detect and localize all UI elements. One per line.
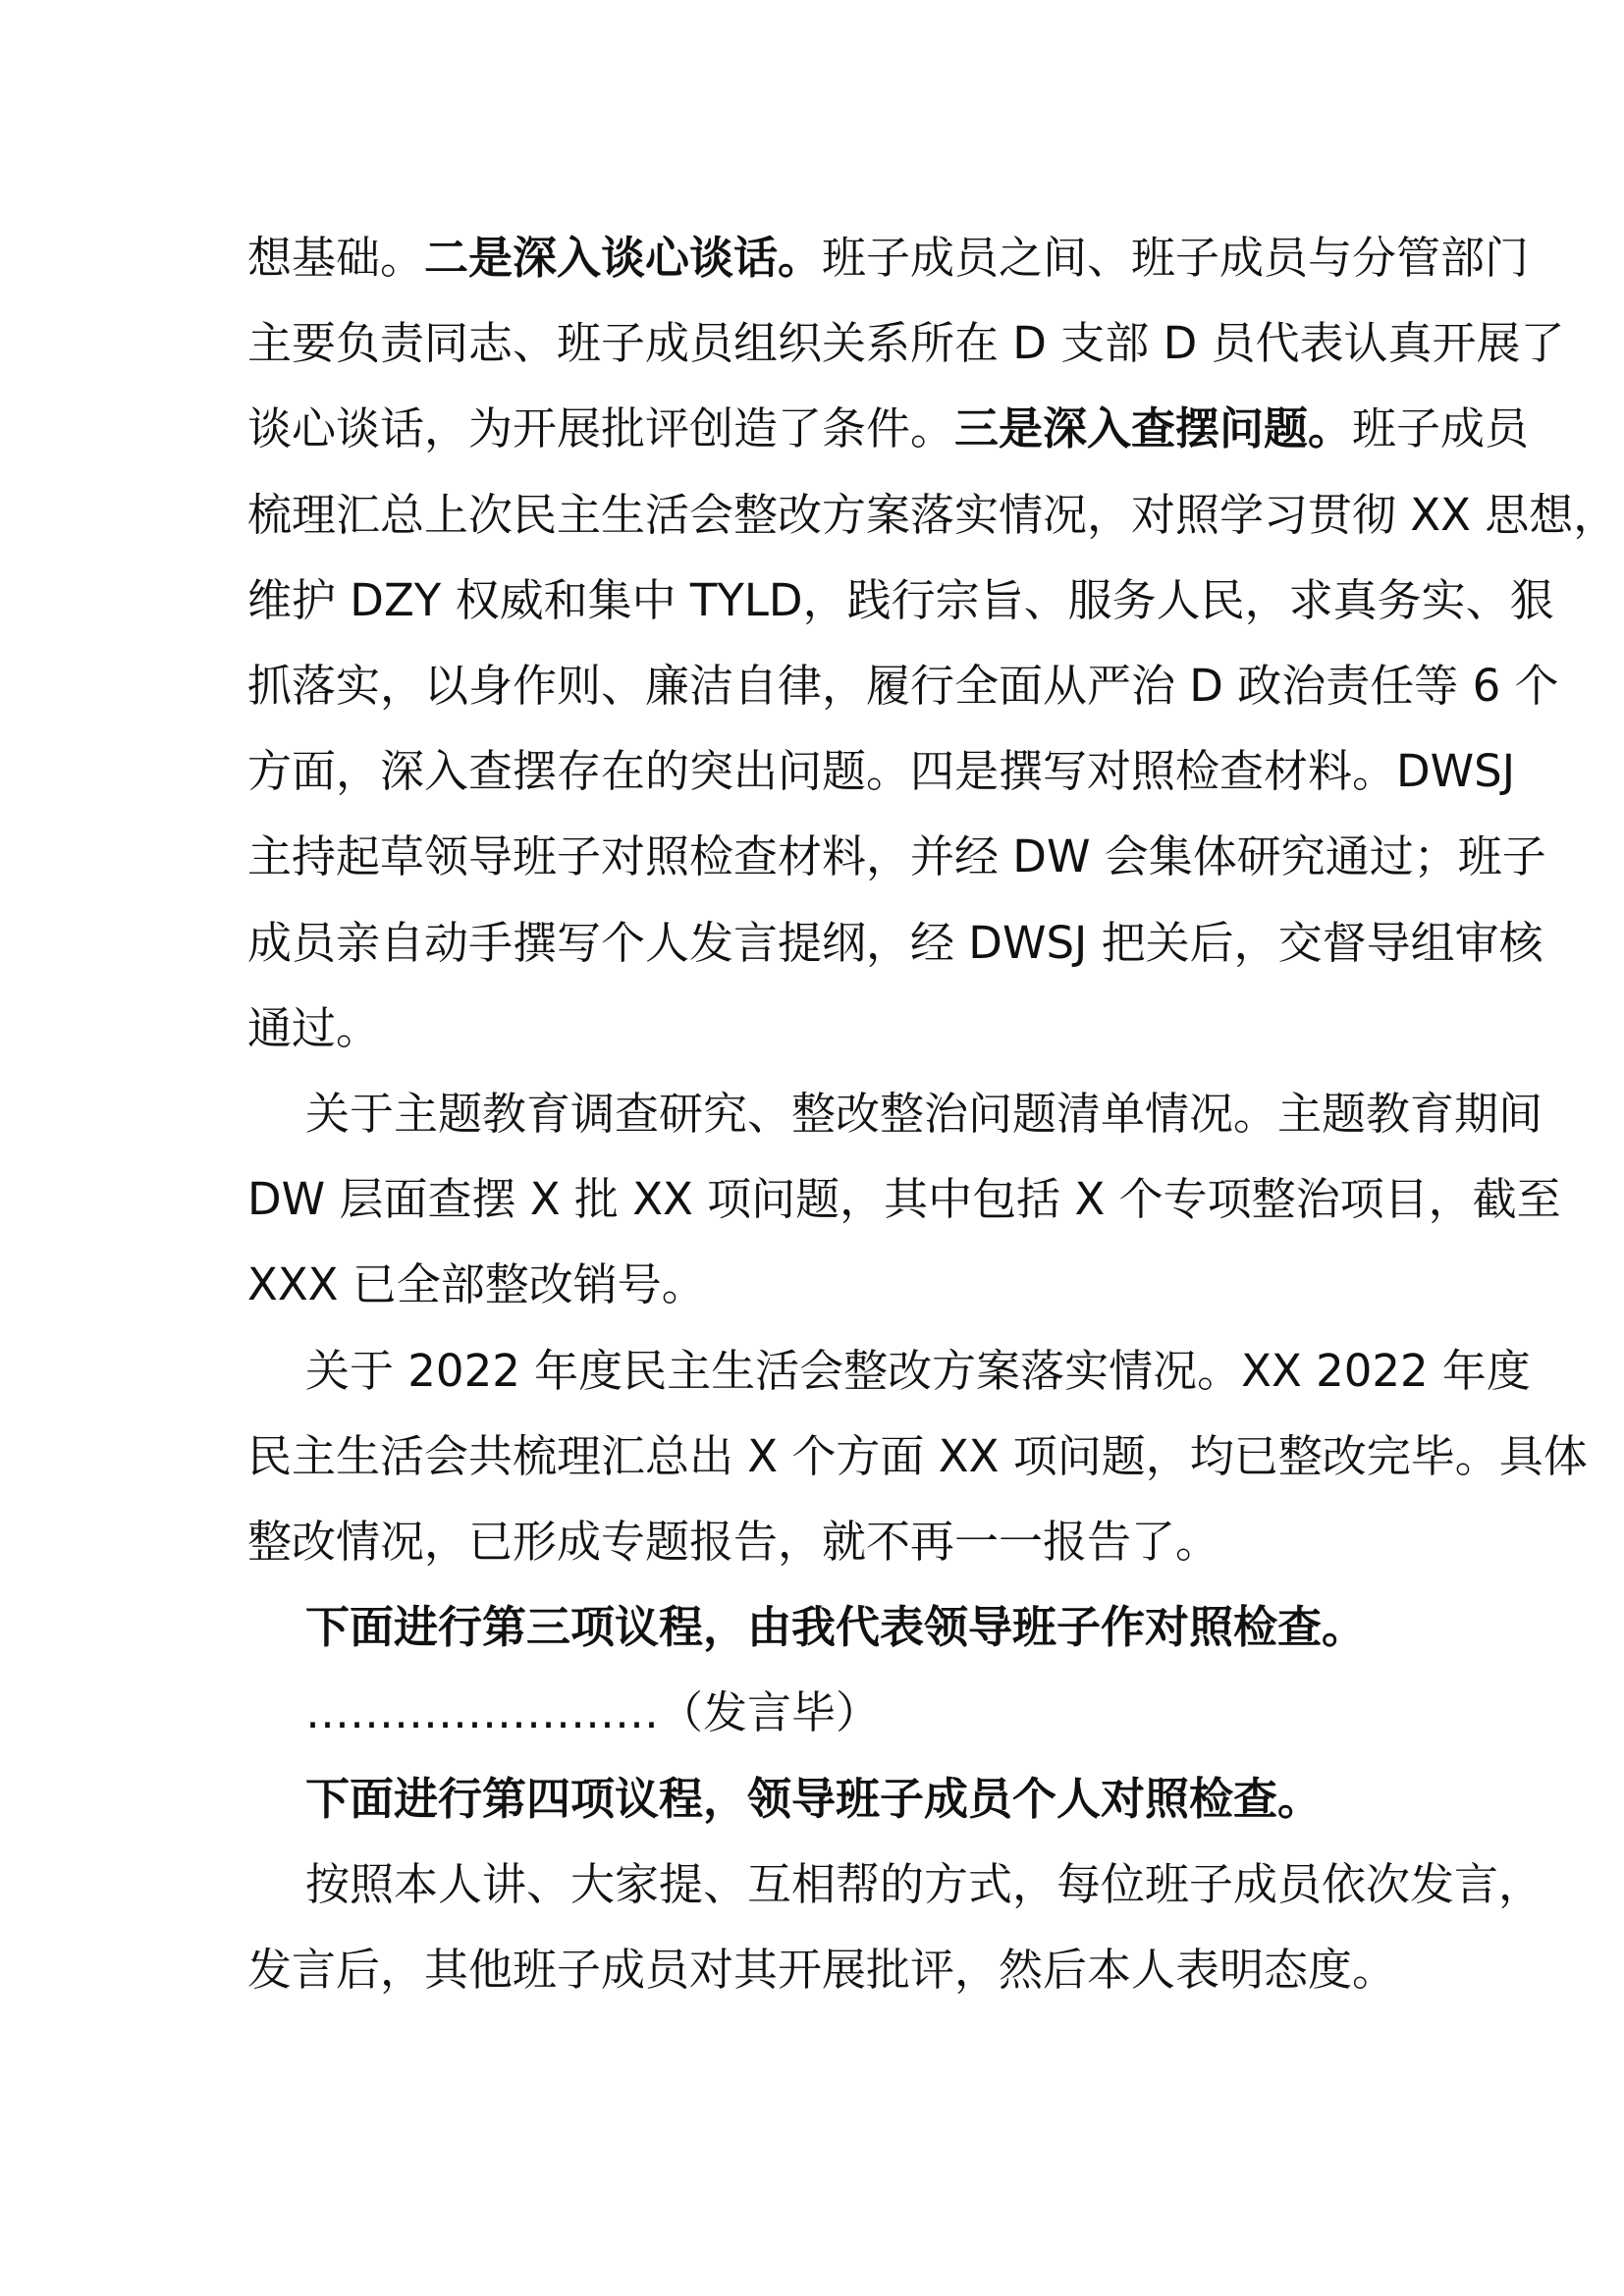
text-line — [247, 486, 1618, 545]
bold-text-segment: 下面进行第三项议程，由我代表领导班子作对照检查。 — [305, 1601, 1367, 1654]
text-segment: 民主生活会共梳理汇总出 X 个方面 XX 项问题，均已整改完毕。具体 — [247, 1429, 1588, 1482]
text-line — [247, 742, 1515, 801]
text-segment: 班子成员 — [1352, 402, 1530, 455]
text-segment: 主持起草领导班子对照检查材料，并经 DW 会集体研究通过；班子 — [247, 830, 1546, 883]
text-segment: 班子成员之间、班子成员与分管部门 — [822, 232, 1530, 284]
text-segment: 关于主题教育调查研究、整改整治问题清单情况。主题教育期间 — [305, 1088, 1543, 1140]
text-segment: XXX 已全部整改销号。 — [247, 1258, 706, 1311]
text-segment: DW 层面查摆 X 批 XX 项问题，其中包括 X 个专项整治项目，截至 — [247, 1173, 1561, 1226]
text-segment: 抓落实，以身作则、廉洁自律，履行全面从严治 D 政治责任等 6 个 — [247, 660, 1559, 712]
text-segment: 整改情况，已形成专题报告，就不再一一报告了。 — [247, 1516, 1220, 1568]
text-segment: 谈心谈话，为开展批评创造了条件。 — [247, 402, 955, 455]
bold-text-segment: 二是深入谈心谈话。 — [424, 232, 823, 284]
text-line — [247, 1513, 1394, 1572]
text-line — [247, 571, 1554, 630]
text-line — [305, 1342, 1531, 1401]
text-line — [305, 1770, 1394, 1829]
bold-text-segment: 三是深入查摆问题。 — [954, 402, 1353, 455]
text-line — [247, 1941, 1397, 2000]
text-segment: 梳理汇总上次民主生活会整改方案落实情况，对照学习贯彻 XX 思想， — [247, 488, 1618, 541]
text-line — [247, 400, 1530, 458]
text-segment: 想基础。 — [247, 232, 425, 284]
text-segment: 发言后，其他班子成员对其开展批评，然后本人表明态度。 — [247, 1944, 1397, 1996]
text-segment: 方面，深入查摆存在的突出问题。四是撰写对照检查材料。DWSJ — [247, 745, 1515, 798]
text-line — [247, 314, 1565, 373]
text-line — [305, 1085, 1543, 1144]
text-line — [305, 1683, 1394, 1742]
text-segment: 维护 DZY 权威和集中 TYLD，践行宗旨、服务人民，求真务实、狠 — [247, 573, 1554, 626]
text-segment: 关于 2022 年度民主生活会整改方案落实情况。XX 2022 年度 — [305, 1344, 1531, 1397]
text-segment: ……………………（发言毕） — [305, 1686, 881, 1739]
text-line — [247, 1255, 1394, 1314]
text-segment: 主要负责同志、班子成员组织关系所在 D 支部 D 员代表认真开展了 — [247, 317, 1565, 370]
bold-text-segment: 下面进行第四项议程，领导班子成员个人对照检查。 — [305, 1772, 1323, 1825]
text-line — [247, 657, 1559, 716]
text-line — [247, 828, 1546, 886]
text-line — [305, 1598, 1394, 1657]
text-line — [247, 914, 1543, 973]
text-line — [247, 999, 1394, 1058]
text-segment: 通过。 — [247, 1001, 381, 1054]
text-segment: 成员亲自动手撰写个人发言提纲，经 DWSJ 把关后，交督导组审核 — [247, 916, 1543, 969]
text-line — [247, 229, 1530, 288]
text-line — [247, 1170, 1561, 1229]
text-line — [305, 1855, 1543, 1914]
text-segment: 按照本人讲、大家提、互相帮的方式，每位班子成员依次发言， — [305, 1857, 1543, 1910]
text-line — [247, 1427, 1588, 1486]
